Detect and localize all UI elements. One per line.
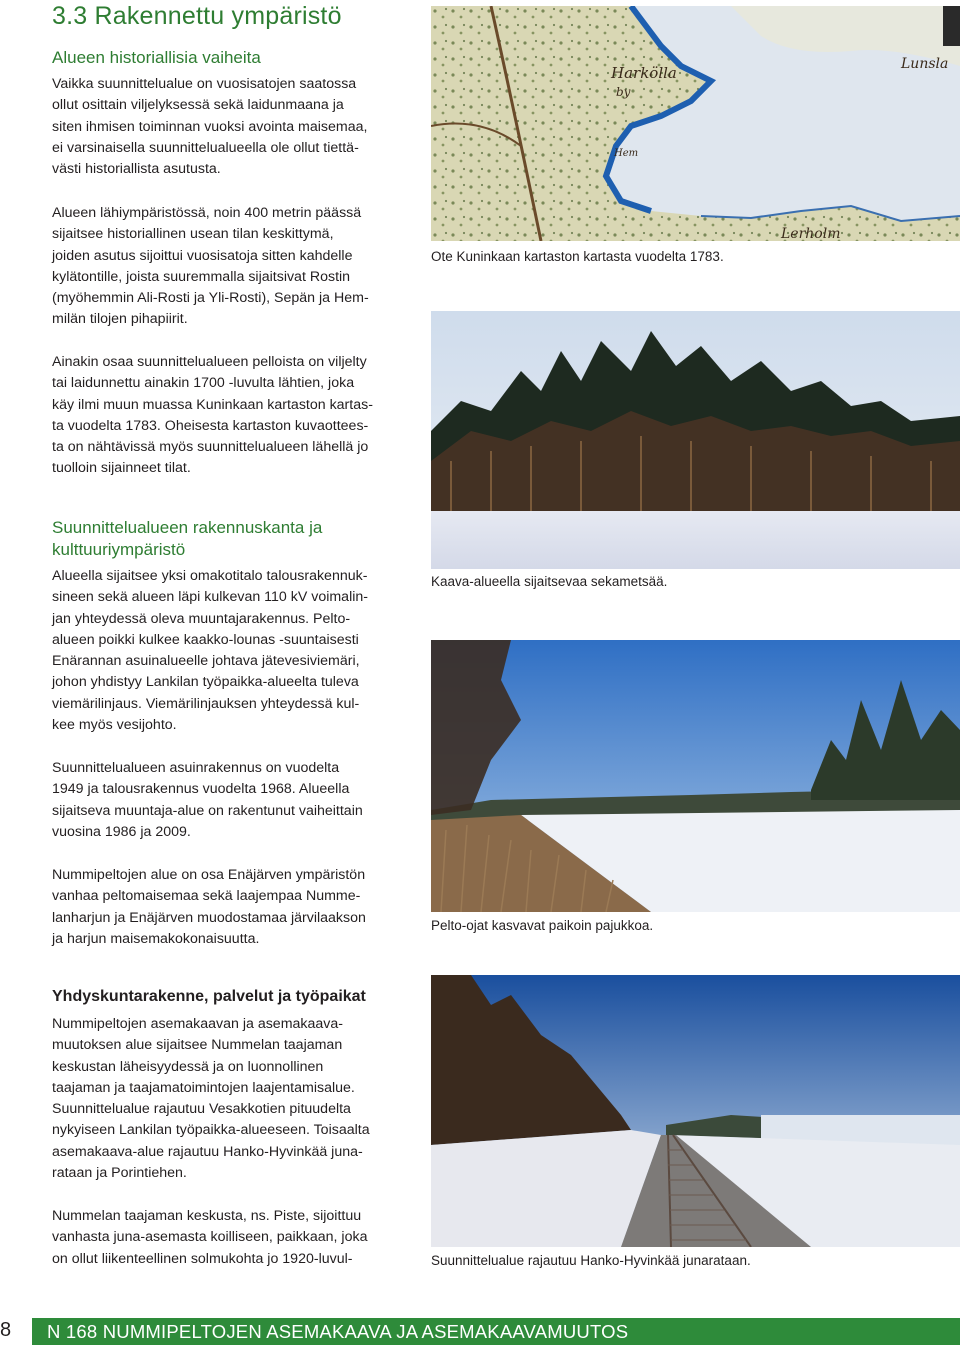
field-ditch-photo <box>431 640 960 912</box>
caption-forest: Kaava-alueella sijaitsevaa sekametsää. <box>431 574 668 589</box>
paragraph-historical-3: Ainakin osaa suunnittelualueen pelloista on viljelty tai laidunnettu ainakin 1700 -luvulta lähtien, joka käy ilmi muun muassa Kuninkaan kartaston kartas- ta vuodelta 1783. Oheisesta kartaston kuvaottees- ta on nähtävissä myös suunnittelualueen lähellä jo tuolloin sijainneet tilat. <box>52 354 373 477</box>
map-label-hem: Hem <box>614 148 639 159</box>
footer-document-title: N 168 NUMMIPELTOJEN ASEMAKAAVA JA ASEMAKAAVAMUUTOS <box>47 1321 629 1342</box>
page-number: 8 <box>0 1319 12 1341</box>
caption-railway: Suunnittelualue rajautuu Hanko-Hyvinkää junarataan. <box>431 1253 751 1268</box>
heading-building-stock: Suunnittelualueen rakennuskanta ja kulttuuriympäristö <box>52 518 323 559</box>
paragraph-structure-2: Nummelan taajaman keskusta, ns. Piste, sijoittuu vanhasta juna-asemasta koilliseen, paikkaan, joka on ollut liikenteellinen solmukohta jo 1920-luvul- <box>52 1208 368 1267</box>
map-label-by: by <box>616 85 631 99</box>
paragraph-historical-2: Alueen lähiympäristössä, noin 400 metrin päässä sijaitsee historiallinen usean tilan keskittymä, joiden asutus sijoittui vuosisatoja sitten kahdelle kylätontille, joista suuremmalla sijaitsivat Rostin (myöhemmin Ali-Rosti ja Yli-Rosti), Sepän ja Hem- milän tilojen pihapiirit. <box>52 205 369 328</box>
historical-map-image <box>431 6 960 241</box>
paragraph-structure-1: Nummipeltojen asemakaavan ja asemakaava- muutoksen alue sijaitsee Nummelan taajaman keskustan läheisyydessä ja on luonnollinen taajaman ja taajamatoimintojen laajentamisalue. Suunnittelualue rajautuu Vesakkotien pituudelta nykyiseen Lankilan työpaikka-alueeseen. Toisaalta asemakaava-alue rajautuu Hanko-Hyvinkää juna- rataan ja Porintiehen. <box>52 1016 370 1182</box>
paragraph-building-2: Suunnittelualueen asuinrakennus on vuodelta 1949 ja talousrakennus vuodelta 1968. Alueella sijaitseva muuntaja-alue on rakentunut vaiheittain vuosina 1986 ja 2009. <box>52 760 363 840</box>
forest-photo <box>431 311 960 569</box>
map-label-harkolla: Harkölla <box>611 64 677 82</box>
caption-map: Ote Kuninkaan kartaston kartasta vuodelta 1783. <box>431 249 724 264</box>
heading-historical: Alueen historiallisia vaiheita <box>52 48 261 67</box>
map-label-lerholm: Lerholm <box>781 226 841 241</box>
paragraph-historical-1: Vaikka suunnittelualue on vuosisatojen saatossa ollut osittain viljelyksessä sekä laidunmaana ja siten ihmisen toiminnan vuoksi avointa maisemaa, ei varsinaisella suunnittelualueella ole ollut tiettä- västi historiallista asutusta. <box>52 76 368 178</box>
page-title: 3.3 Rakennettu ympäristö <box>52 2 342 30</box>
paragraph-building-3: Nummipeltojen alue on osa Enäjärven ympäristön vanhaa peltomaisemaa sekä laajempaa Numme- lanharjun ja Enäjärven muodostamaa järvilaakson ja harjun maisemakokonaisuutta. <box>52 867 366 947</box>
caption-ditch: Pelto-ojat kasvavat paikoin pajukkoa. <box>431 918 654 933</box>
map-label-lunsla: Lunsla <box>901 56 949 72</box>
heading-structure: Yhdyskuntarakenne, palvelut ja työpaikat <box>52 988 366 1005</box>
railway-photo <box>431 975 960 1247</box>
paragraph-building-1: Alueella sijaitsee yksi omakotitalo talousrakennuk- sineen sekä alueen läpi kulkevan 110 kV voimalin- jan yhteydessä oleva muuntajarakennus. Pelto- alueen poikki kulkee kaakko-lounas -suuntaisesti Enärannan asuinalueelle johtava jätevesiviemäri, johon yhdistyy Lankilan työpaikka-alueelta tuleva viemärilinjaus. Viemärilinjauksen yhteydessä kul- kee myös vesijohto. <box>52 568 368 734</box>
